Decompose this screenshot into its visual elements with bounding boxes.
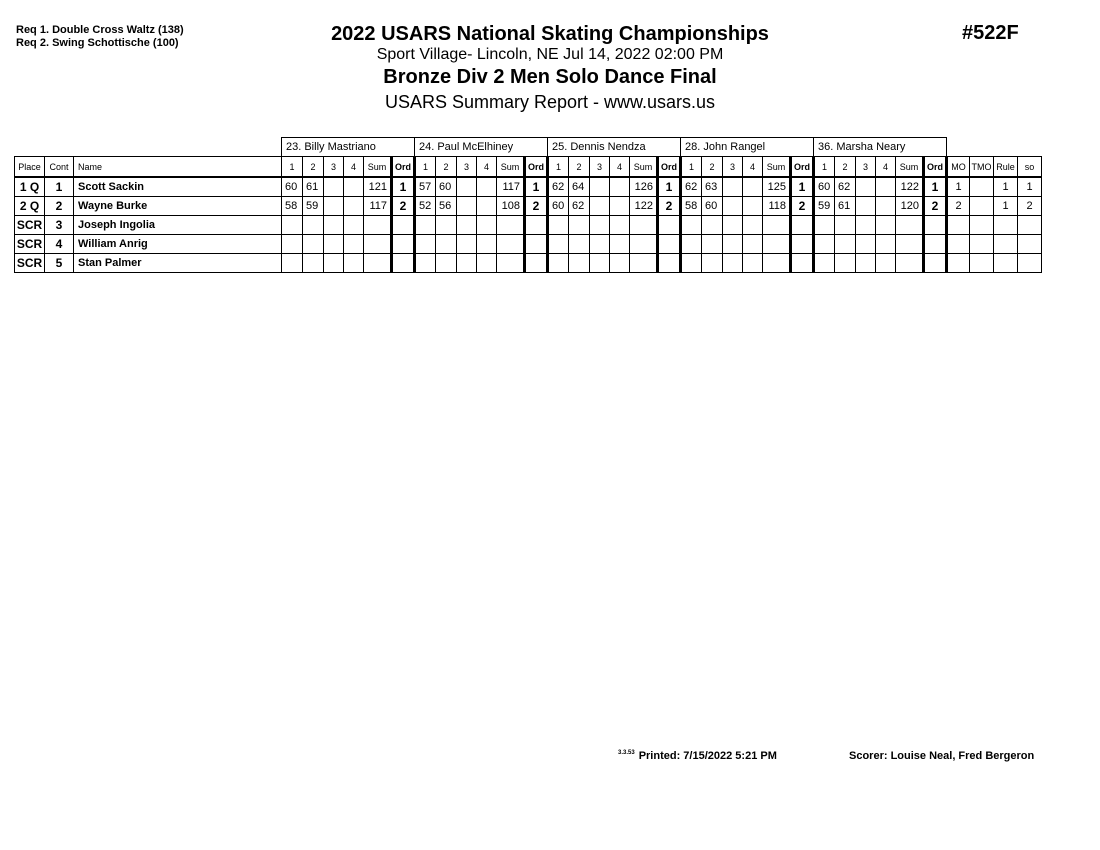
score-cell: 59 — [303, 197, 324, 216]
score-cell — [702, 235, 723, 254]
score-cell — [477, 235, 497, 254]
ordinal-cell: 2 — [392, 197, 415, 216]
score-header: 2 — [569, 157, 590, 178]
score-header: 4 — [876, 157, 896, 178]
score-cell — [743, 216, 763, 235]
so-cell — [1018, 254, 1042, 273]
score-cell — [436, 216, 457, 235]
score-cell — [344, 216, 364, 235]
score-header: 1 — [282, 157, 303, 178]
score-cell: 60 — [436, 177, 457, 197]
score-cell — [723, 177, 743, 197]
score-cell — [303, 235, 324, 254]
skater-name: Wayne Burke — [74, 197, 282, 216]
event-number: #522F — [962, 22, 1019, 44]
score-cell — [457, 216, 477, 235]
score-cell — [835, 216, 856, 235]
score-cell: 57 — [415, 177, 436, 197]
score-cell: 62 — [681, 177, 702, 197]
score-header: 2 — [835, 157, 856, 178]
contestant-number-cell: 4 — [45, 235, 74, 254]
score-cell — [569, 254, 590, 273]
ordinal-cell: 1 — [392, 177, 415, 197]
sum-cell: 125 — [763, 177, 791, 197]
score-header: 4 — [743, 157, 763, 178]
ordinal-cell — [791, 216, 814, 235]
score-cell — [814, 216, 835, 235]
score-cell — [856, 177, 876, 197]
sum-cell — [763, 254, 791, 273]
score-cell: 63 — [702, 177, 723, 197]
judge-name: 23. Billy Mastriano — [282, 138, 415, 157]
score-header: 2 — [702, 157, 723, 178]
score-cell — [477, 197, 497, 216]
score-cell — [457, 254, 477, 273]
score-cell: 62 — [835, 177, 856, 197]
ordinal-cell — [924, 235, 947, 254]
results-table — [14, 137, 1042, 273]
score-cell — [681, 235, 702, 254]
ordinal-cell: 2 — [525, 197, 548, 216]
skater-name: William Anrig — [74, 235, 282, 254]
ordinal-cell: 2 — [658, 197, 681, 216]
sum-cell: 108 — [497, 197, 525, 216]
sum-cell — [763, 216, 791, 235]
contestant-number-cell: 2 — [45, 197, 74, 216]
table-row — [15, 197, 1042, 216]
score-cell — [415, 235, 436, 254]
score-cell — [344, 235, 364, 254]
score-cell — [876, 197, 896, 216]
ordinal-header: Ord — [392, 157, 415, 178]
header-spacer — [947, 138, 1042, 157]
ordinal-cell — [658, 216, 681, 235]
score-cell — [856, 216, 876, 235]
table-row — [15, 177, 1042, 197]
score-cell — [436, 235, 457, 254]
score-cell — [457, 177, 477, 197]
score-cell — [548, 216, 569, 235]
ordinal-cell — [525, 216, 548, 235]
ordinal-header: Ord — [924, 157, 947, 178]
score-cell — [814, 235, 835, 254]
tmo-cell — [970, 216, 994, 235]
score-cell — [723, 254, 743, 273]
table-row — [15, 235, 1042, 254]
score-cell: 60 — [282, 177, 303, 197]
score-cell — [590, 197, 610, 216]
so-cell — [1018, 235, 1042, 254]
score-cell — [743, 254, 763, 273]
score-cell — [569, 216, 590, 235]
score-cell: 62 — [569, 197, 590, 216]
score-cell — [282, 254, 303, 273]
score-cell — [610, 235, 630, 254]
score-cell: 52 — [415, 197, 436, 216]
ordinal-cell: 1 — [924, 177, 947, 197]
judge-name: 24. Paul McElhiney — [415, 138, 548, 157]
score-cell — [477, 216, 497, 235]
ordinal-cell — [525, 235, 548, 254]
score-cell — [681, 216, 702, 235]
score-cell — [702, 254, 723, 273]
skater-name: Joseph Ingolia — [74, 216, 282, 235]
sum-header: Sum — [763, 157, 791, 178]
table-row — [15, 216, 1042, 235]
sum-cell — [630, 235, 658, 254]
printed-timestamp — [618, 750, 777, 762]
score-cell: 60 — [548, 197, 569, 216]
sum-cell: 117 — [364, 197, 392, 216]
championship-title: 2022 USARS National Skating Championships — [331, 23, 769, 45]
contestant-number-cell: 3 — [45, 216, 74, 235]
ordinal-cell: 1 — [791, 177, 814, 197]
tmo-cell — [970, 235, 994, 254]
judge-header-row — [15, 138, 1042, 157]
score-cell — [548, 254, 569, 273]
sum-cell — [630, 254, 658, 273]
ordinal-header: Ord — [525, 157, 548, 178]
mo-cell: 2 — [947, 197, 970, 216]
mo-cell — [947, 235, 970, 254]
sum-header: Sum — [364, 157, 392, 178]
sum-cell: 120 — [896, 197, 924, 216]
score-cell — [856, 254, 876, 273]
score-cell — [590, 177, 610, 197]
software-version: 3.3.53 — [618, 750, 635, 756]
so-cell — [1018, 216, 1042, 235]
sum-cell — [763, 235, 791, 254]
ordinal-cell: 2 — [791, 197, 814, 216]
score-cell — [324, 216, 344, 235]
sum-cell — [364, 216, 392, 235]
mo-cell — [947, 216, 970, 235]
ordinal-header: Ord — [658, 157, 681, 178]
score-cell — [344, 177, 364, 197]
judge-name: 28. John Rangel — [681, 138, 814, 157]
ordinal-cell — [392, 235, 415, 254]
score-header: 4 — [477, 157, 497, 178]
score-header: 4 — [610, 157, 630, 178]
ordinal-cell: 2 — [924, 197, 947, 216]
sum-cell — [896, 235, 924, 254]
mo-header: MO — [947, 157, 970, 178]
so-header: so — [1018, 157, 1042, 178]
score-cell — [702, 216, 723, 235]
score-cell: 58 — [282, 197, 303, 216]
score-cell — [743, 177, 763, 197]
score-cell — [743, 197, 763, 216]
score-cell — [477, 177, 497, 197]
score-cell: 59 — [814, 197, 835, 216]
score-cell: 61 — [835, 197, 856, 216]
rule-cell: 1 — [994, 197, 1018, 216]
score-cell — [743, 235, 763, 254]
contestant-number-cell: 5 — [45, 254, 74, 273]
place-cell: 2 Q — [15, 197, 45, 216]
sum-header: Sum — [630, 157, 658, 178]
judge-name: 25. Dennis Nendza — [548, 138, 681, 157]
ordinal-cell — [924, 254, 947, 273]
score-cell — [457, 197, 477, 216]
score-cell — [415, 216, 436, 235]
score-cell — [282, 216, 303, 235]
score-header: 1 — [814, 157, 835, 178]
rule-cell — [994, 254, 1018, 273]
rule-header: Rule — [994, 157, 1018, 178]
requirement-2: Req 2. Swing Schottische (100) — [16, 37, 179, 49]
score-header: 1 — [681, 157, 702, 178]
score-cell: 61 — [303, 177, 324, 197]
sum-cell — [364, 235, 392, 254]
score-cell — [610, 216, 630, 235]
name-header: Name — [74, 157, 282, 178]
scorer-names: Scorer: Louise Neal, Fred Bergeron — [849, 750, 1035, 762]
ordinal-cell — [392, 216, 415, 235]
score-cell — [814, 254, 835, 273]
rule-cell: 1 — [994, 177, 1018, 197]
score-cell — [324, 197, 344, 216]
printed-label: Printed: 7/15/2022 5:21 PM — [638, 750, 777, 762]
score-cell — [590, 216, 610, 235]
score-cell — [835, 254, 856, 273]
report-header — [300, 22, 800, 114]
sum-cell: 122 — [896, 177, 924, 197]
score-cell — [548, 235, 569, 254]
requirements — [16, 24, 184, 50]
score-cell — [723, 235, 743, 254]
tmo-cell — [970, 197, 994, 216]
place-header: Place — [15, 157, 45, 178]
column-header-row — [15, 157, 1042, 178]
score-header: 3 — [723, 157, 743, 178]
score-header: 1 — [548, 157, 569, 178]
contestant-number-cell: 1 — [45, 177, 74, 197]
ordinal-cell: 1 — [525, 177, 548, 197]
header-spacer — [15, 138, 282, 157]
score-cell — [282, 235, 303, 254]
mo-cell — [947, 254, 970, 273]
score-cell — [876, 254, 896, 273]
score-cell: 58 — [681, 197, 702, 216]
score-cell — [723, 197, 743, 216]
score-cell — [324, 235, 344, 254]
sum-header: Sum — [497, 157, 525, 178]
score-header: 3 — [856, 157, 876, 178]
sum-cell: 118 — [763, 197, 791, 216]
requirement-1: Req 1. Double Cross Waltz (138) — [16, 24, 184, 36]
sum-cell: 126 — [630, 177, 658, 197]
score-header: 4 — [344, 157, 364, 178]
score-header: 2 — [303, 157, 324, 178]
ordinal-cell: 1 — [658, 177, 681, 197]
judge-name: 36. Marsha Neary — [814, 138, 947, 157]
ordinal-cell — [791, 235, 814, 254]
score-cell — [436, 254, 457, 273]
sum-cell — [497, 235, 525, 254]
score-cell — [856, 197, 876, 216]
sum-cell — [497, 254, 525, 273]
tmo-cell — [970, 254, 994, 273]
score-cell — [569, 235, 590, 254]
sum-cell — [364, 254, 392, 273]
score-header: 1 — [415, 157, 436, 178]
score-cell — [681, 254, 702, 273]
score-cell — [835, 235, 856, 254]
skater-name: Stan Palmer — [74, 254, 282, 273]
score-cell: 60 — [814, 177, 835, 197]
score-cell — [610, 197, 630, 216]
score-cell: 60 — [702, 197, 723, 216]
score-cell — [876, 177, 896, 197]
score-cell — [324, 254, 344, 273]
score-cell — [610, 177, 630, 197]
mo-cell: 1 — [947, 177, 970, 197]
event-title: Bronze Div 2 Men Solo Dance Final — [383, 66, 717, 88]
score-cell — [303, 216, 324, 235]
ordinal-cell — [924, 216, 947, 235]
score-header: 3 — [590, 157, 610, 178]
rule-cell — [994, 235, 1018, 254]
score-cell — [590, 254, 610, 273]
score-cell — [477, 254, 497, 273]
score-cell: 64 — [569, 177, 590, 197]
contestant-number-header: Cont — [45, 157, 74, 178]
score-cell — [457, 235, 477, 254]
skater-name: Scott Sackin — [74, 177, 282, 197]
score-header: 3 — [457, 157, 477, 178]
sum-cell — [896, 216, 924, 235]
so-cell: 1 — [1018, 177, 1042, 197]
sum-cell: 121 — [364, 177, 392, 197]
sum-cell: 122 — [630, 197, 658, 216]
sum-cell — [630, 216, 658, 235]
sum-cell: 117 — [497, 177, 525, 197]
tmo-cell — [970, 177, 994, 197]
score-cell — [344, 254, 364, 273]
score-cell — [610, 254, 630, 273]
ordinal-cell — [392, 254, 415, 273]
score-cell — [415, 254, 436, 273]
tmo-header: TMO — [970, 157, 994, 178]
place-cell: SCR — [15, 216, 45, 235]
score-cell: 56 — [436, 197, 457, 216]
ordinal-cell — [658, 235, 681, 254]
ordinal-header: Ord — [791, 157, 814, 178]
ordinal-cell — [791, 254, 814, 273]
place-cell: SCR — [15, 235, 45, 254]
score-cell — [303, 254, 324, 273]
sum-cell — [497, 216, 525, 235]
rule-cell — [994, 216, 1018, 235]
score-cell — [324, 177, 344, 197]
score-cell — [590, 235, 610, 254]
score-cell — [876, 235, 896, 254]
score-cell — [723, 216, 743, 235]
score-cell — [876, 216, 896, 235]
score-header: 3 — [324, 157, 344, 178]
sum-header: Sum — [896, 157, 924, 178]
sum-cell — [896, 254, 924, 273]
table-row — [15, 254, 1042, 273]
place-cell: 1 Q — [15, 177, 45, 197]
score-cell — [344, 197, 364, 216]
place-cell: SCR — [15, 254, 45, 273]
score-cell: 62 — [548, 177, 569, 197]
ordinal-cell — [658, 254, 681, 273]
ordinal-cell — [525, 254, 548, 273]
report-subtitle: USARS Summary Report - www.usars.us — [384, 92, 716, 112]
so-cell: 2 — [1018, 197, 1042, 216]
venue-date: Sport Village- Lincoln, NE Jul 14, 2022 02:00 PM — [376, 46, 724, 63]
score-cell — [856, 235, 876, 254]
score-header: 2 — [436, 157, 457, 178]
